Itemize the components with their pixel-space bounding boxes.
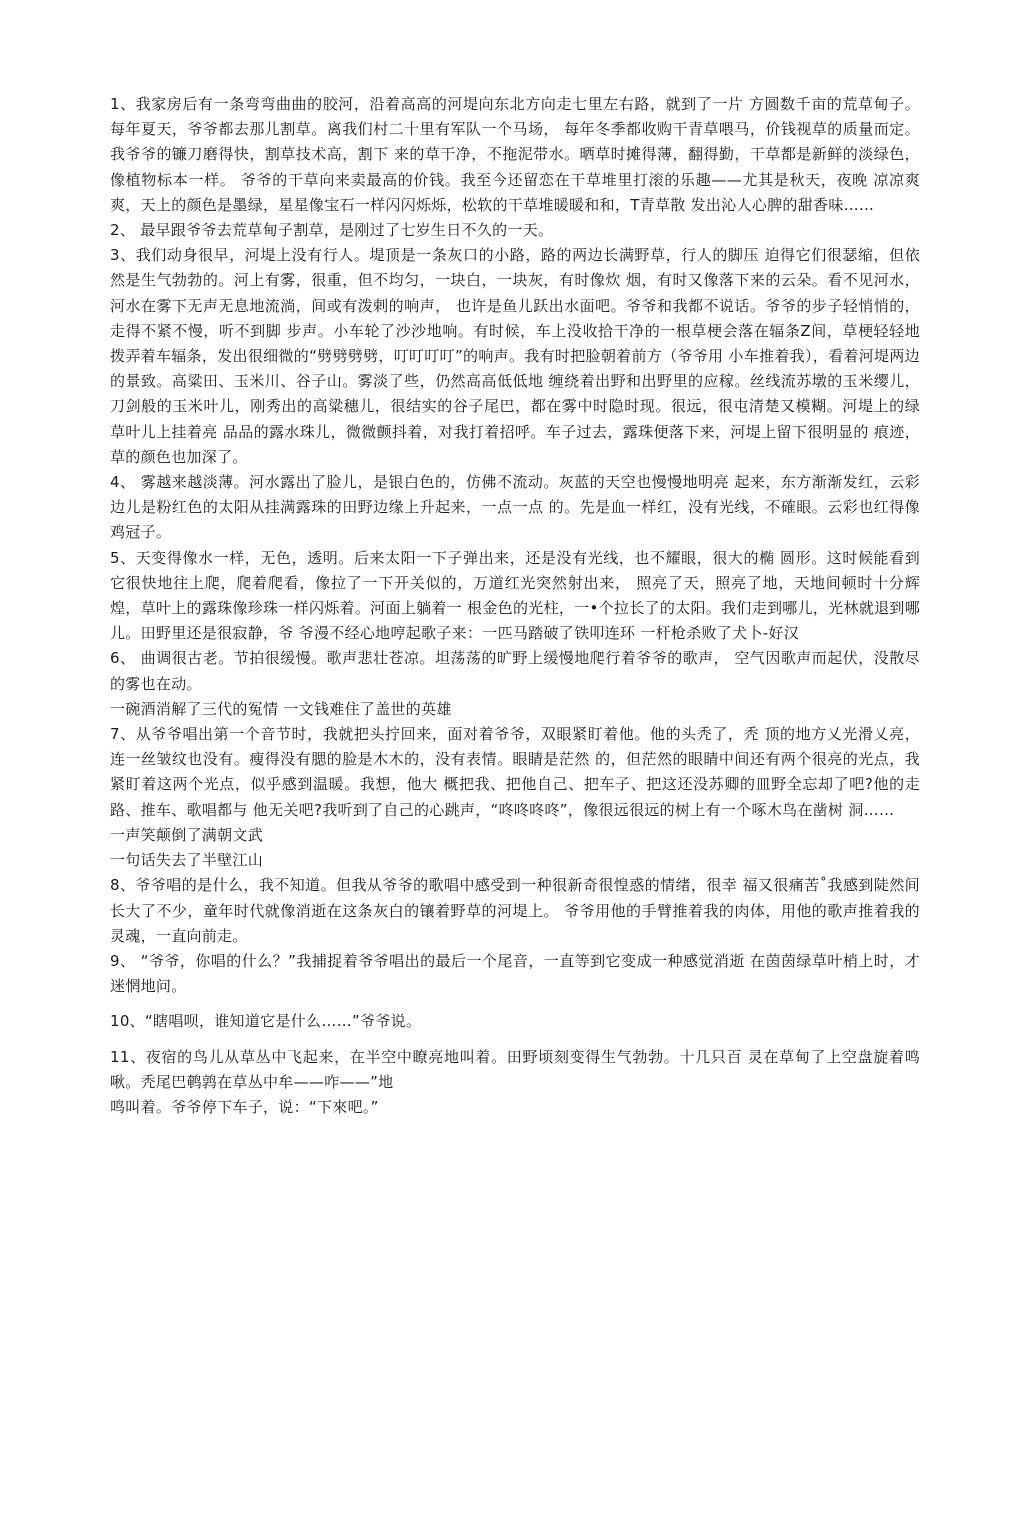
paragraph-7: 7、从爷爷唱出第一个音节时，我就把头拧回来，面对着爷爷，双眼紧盯着他。他的头秃了，秃 顶的地方乂光滑乂亮，连一丝皱纹也没有。瘦得没有腮的脸是木木的，没有表情。眼睛是茫然 的，但茫然的眼睛中间还有两个很亮的光点，我紧盯着这两个光点，似乎感到温暖。我想，他大 概把我、把他自己、把车子、把这还没苏卿的皿野全忘却了吧?他的走路、推车、歌唱都与 他无关吧?我听到了自己的心跳声，“咚咚咚咚”，像很远很远的树上有一个啄木鸟在凿树 洞…… — [110, 725, 920, 819]
song-line-1: 一碗酒消解了三代的冤情 一文钱难住了盖世的英雄 — [110, 699, 452, 718]
paragraph-6: 6、 曲调很古老。节拍很缓慢。歌声悲壮苍凉。坦荡荡的旷野上缓慢地爬行着爷爷的歌声， 空气因歌声而起伏，没散尽的雾也在动。 — [110, 649, 920, 693]
paragraph-11-continued: 鸣叫着。爷爷停下车子，说：“下來吧。” — [110, 1097, 379, 1116]
paragraph-11: 11、夜宿的鸟儿从草丛中飞起来，在半空中瞭亮地叫着。田野顷刻变得生气勃勃。十几只百 灵在草甸了上空盘旋着鸣啾。秃尾巴鹌鹑在草丛中牟——咋——”地 — [110, 1047, 920, 1091]
song-line-2: 一声笑颠倒了满朝文武 — [110, 825, 264, 844]
article-body — [110, 92, 920, 1120]
paragraph-4: 4、 雾越来越淡薄。河水露出了脸儿，是银白色的，仿佛不流动。灰蓝的天空也慢慢地明亮 起来，东方渐渐发红，云彩边儿是粉红色的太阳从挂满露珠的田野边缘上升起来，一点一点 的。先是血一样红，没有光线，不確眼。云彩也红得像鸡冠子。 — [110, 473, 920, 542]
paragraph-10: 10、“瞎唱呗，谁知道它是什么……”爷爷说。 — [110, 1012, 422, 1031]
song-line-3: 一句话失去了半壁江山 — [110, 851, 264, 870]
paragraph-5: 5、天变得像水一样，无色，透明。后来太阳一下子弹出来，还是没有光线，也不耀眼，很大的椭 圆形。这时候能看到它很快地往上爬，爬着爬看，像拉了一下开关似的，万道红光突然射出来， 照亮了天，照亮了地，天地间顿时十分辉煌，草叶上的露珠像珍珠一样闪烁着。河面上躺着一 根金色的光柱，一•个拉长了的太阳。我们走到哪儿，光林就退到哪儿。田野里还是很寂静，爷 爷漫不经心地哼起歌子来：一匹马踏破了铁叩连环 一杆枪杀败了犬卜-好汉 — [110, 548, 920, 643]
paragraph-8: 8、爷爷唱的是什么，我不知道。但我从爷爷的歌唱中感受到一种很新奇很惶惑的情绪，很幸 福又很痛苦˚我感到陡然间长大了不少，童年时代就像消逝在这条灰白的镶着野草的河堤上。 爷爷用他的手臂推着我的肉体，用他的歌声推着我的灵魂，一直向前走。 — [110, 876, 920, 945]
paragraph-3: 3、我们动身很早，河堤上没有行人。堤顶是一条灰口的小路，路的两边长满野草，行人的脚压 迫得它们很瑟缩，但依然是生气勃勃的。河上有雾，很重，但不均匀，一块白，一块灰，有时像炊 烟，有时又像落下来的云朵。看不见河水，河水在雾下无声无息地流淌，间或有泼剌的响声， 也许是鱼儿跃出水面吧。爷爷和我都不说话。爷爷的步子轻悄悄的，走得不紧不慢，听不到脚 步声。小车轮了沙沙地响。有时候，车上没收拾干净的一根草梗会落在辐条Z间，草梗轻轻地 拨弄着车辐条，发出很细微的“劈劈劈劈，叮叮叮叮”的响声。我有时把脸朝着前方（爷爷用 小车推着我），看着河堤两边的景致。高粱田、玉米川、谷子山。雾淡了些，仍然高高低低地 缠绕着出野和出野里的应稼。丝线流苏墩的玉米缨儿，刀剑般的玉米叶儿，刚秀出的高粱穗儿，很结实的谷子尾巴，都在雾中时隐时现。很远，很屯清楚又模糊。河堤上的绿草叶儿上挂着亮 品品的露水珠儿，微微颤抖着，对我打着招呼。车子过去，露珠便落下来，河堤上留下很明显的 痕迹，草的颜色也加深了。 — [110, 246, 920, 466]
paragraph-1: 1、我家房后有一条弯弯曲曲的胶河，沿着高高的河堤向东北方向走七里左右路，就到了一片 方圆数千亩的荒草甸子。每年夏天，爷爷都去那儿割草。离我们村二十里有军队一个马场， 每年冬季都收购干青草喂马，价钱视草的质量而定。我爷爷的镰刀磨得快，割草技术高，割下 来的草干净，不拖泥带水。晒草时摊得薄，翻得勤，干草都是新鲜的淡绿色，像植物标本一样。 爷爷的干草向来卖最高的价钱。我至今还留恋在干草堆里打滚的乐趣——尤其是秋天，夜晚 凉凉爽爽，天上的颜色是墨绿，星星像宝石一样闪闪烁烁，松软的干草堆暖暖和和，T青草散 发出沁人心脾的甜香味…… — [110, 95, 920, 214]
paragraph-9: 9、 “爷爷，你唱的什么？”我捕捉着爷爷唱出的最后一个尾音，一直等到它变成一种感觉消逝 在茵茵绿草叶梢上时，才迷惘地问。 — [110, 951, 920, 996]
paragraph-2: 2、 最早跟爷爷去荒草甸子割草，是刚过了七岁生日不久的一天。 — [110, 221, 554, 240]
